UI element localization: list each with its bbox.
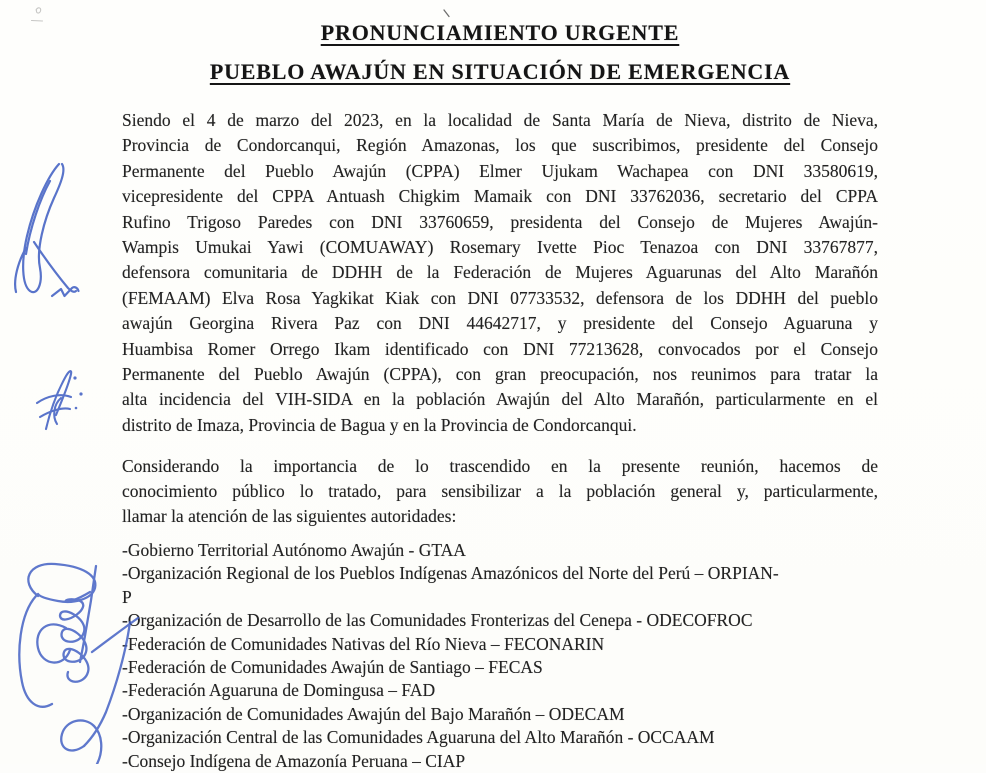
document-subtitle: PUEBLO AWAJÚN EN SITUACIÓN DE EMERGENCIA [209,59,791,84]
pencil-smudge-mark [32,8,43,21]
text-line: defensora comunitaria de DDHH de la Federación de Mujeres Aguarunas del Alto Marañón [122,262,878,283]
authority-list-item: -Consejo Indígena de Amazonía Peruana – CIAP [122,750,466,771]
text-line: conocimiento público lo tratado, para sensibilizar a la población general y, particularmente, [122,481,878,501]
text-line: Rufino Trigoso Paredes con DNI 33760659, presidenta del Consejo de Mujeres Awajún- [122,211,878,232]
stray-pen-tick [444,10,449,17]
text-line: (FEMAAM) Elva Rosa Yagkikat Kiak con DNI 07733532, defensora de los DDHH del pueblo [122,287,878,308]
document-title: PRONUNCIAMIENTO URGENTE [320,20,680,45]
authority-list-item: -Federación Aguaruna de Domingusa – FAD [122,680,436,701]
text-line: awajún Georgina Rivera Paz con DNI 44642717, y presidente del Consejo Aguaruna y [122,313,878,334]
authorities-list [122,539,878,773]
authority-list-item: -Organización Regional de los Pueblos Indígenas Amazónicos del Norte del Perú – ORPIAN- [122,563,779,584]
text-line: Provincia de Condorcanqui, Región Amazonas, los que suscribimos, presidente del Consejo [122,135,878,156]
authority-list-item: -Organización Central de las Comunidades Aguaruna del Alto Marañón - OCCAAM [122,727,715,748]
authority-list-item: -Gobierno Territorial Autónomo Awajún - GTAA [122,540,466,560]
text-line: Huambisa Romer Orrego Ikam identificado con DNI 77213628, convocados por el Consejo [122,338,878,359]
text-line: llamar la atención de las siguientes autoridades: [122,506,457,526]
text-line: Permanente del Pueblo Awajún (CPPA), con gran preocupación, nos reunimos para tratar la [122,364,878,385]
text-line: Considerando la importancia de lo trascendido en la presente reunión, hacemos de [122,456,878,476]
text-line: distrito de Imaza, Provincia de Bagua y en la Provincia de Condorcanqui. [122,414,637,435]
text-line: Siendo el 4 de marzo del 2023, en la localidad de Santa María de Nieva, distrito de Nieva, [122,110,878,130]
authority-list-item: -Federación de Comunidades Nativas del Río Nieva – FECONARIN [122,633,605,654]
authority-list-item: P [122,586,132,607]
authority-list-item: -Organización de Comunidades Awajún del Bajo Marañón – ODECAM [122,703,625,724]
document-header [122,20,878,85]
text-line: Wampis Umukai Yawi (COMUAWAY) Rosemary Ivette Pioc Tenazoa con DNI 33767877, [122,237,878,258]
text-line: alta incidencia del VIH-SIDA en la población Awajún del Alto Marañón, particularmente en el [122,389,878,410]
signature-ink-2 [37,371,83,429]
authority-list-item: -Federación de Comunidades Awajún de Santiago – FECAS [122,657,543,678]
paragraph-consideration [122,454,878,529]
signature-ink-1 [15,164,78,296]
text-line: Permanente del Pueblo Awajún (CPPA) Elmer Ujukam Wachapea con DNI 33580619, [122,160,878,181]
text-line: vicepresidente del CPPA Antuash Chigkim Mamaik con DNI 33762036, secretario del CPPA [122,186,878,207]
signature-ink-3 [19,564,138,764]
authority-list-item: -Organización de Desarrollo de las Comunidades Fronterizas del Cenepa - ODECOFROC [122,610,753,631]
paragraph-intro [122,108,878,438]
